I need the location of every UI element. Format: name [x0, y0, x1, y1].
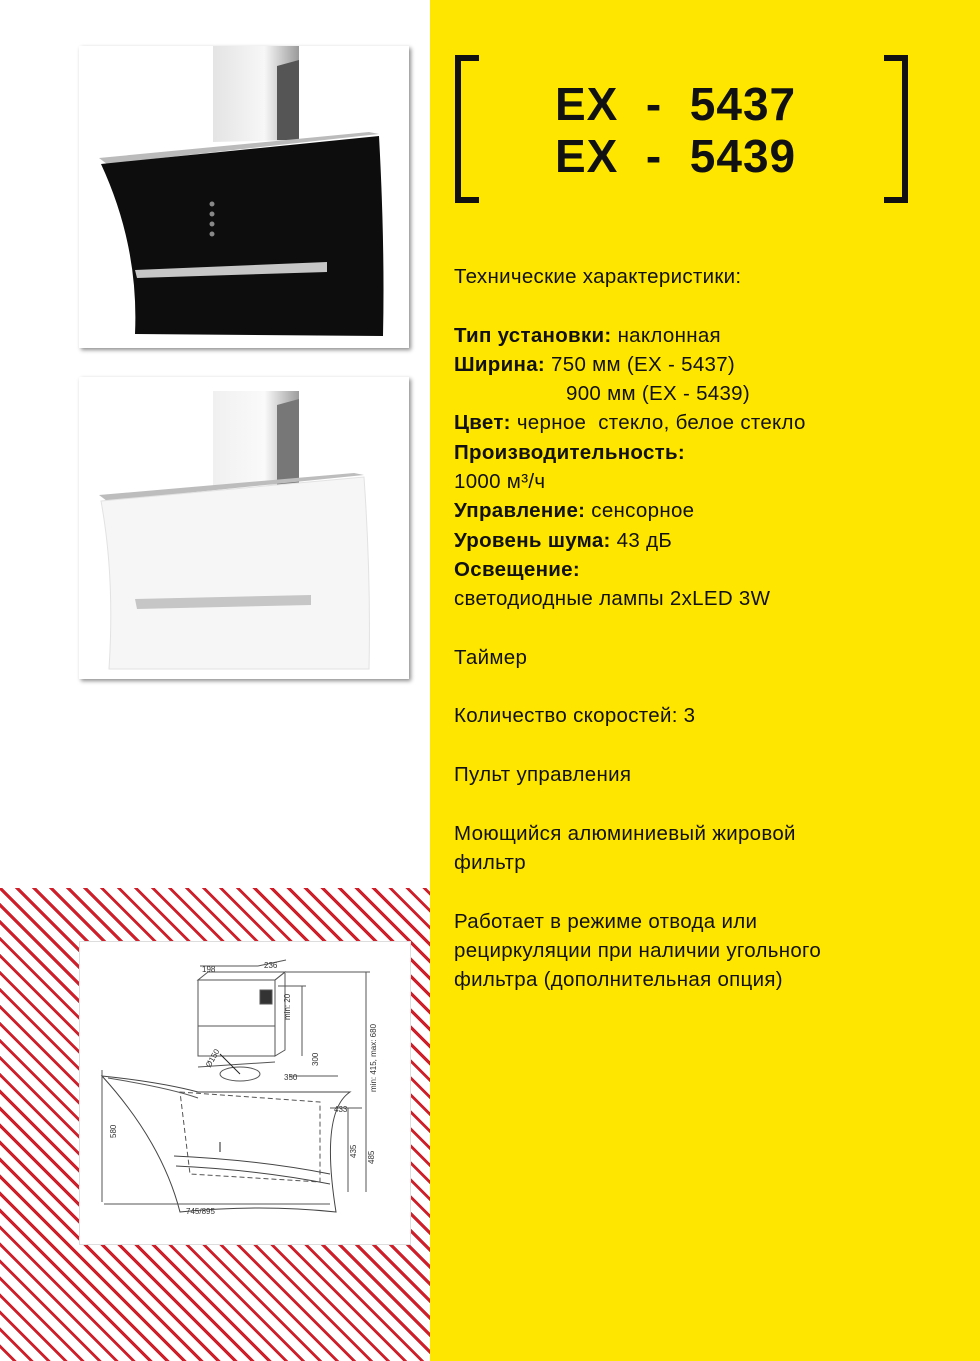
- model-title: [555, 78, 875, 182]
- white-hood-photo: [79, 377, 409, 679]
- spec-width-value-2: 900 мм (EX - 5439): [566, 382, 751, 406]
- specifications: [454, 262, 954, 994]
- spec-timer: Таймер: [454, 645, 528, 669]
- right-bracket: [884, 55, 908, 203]
- spec-control-value: сенсорное: [591, 499, 695, 523]
- spec-control: [454, 496, 954, 525]
- dim-width: 745/895: [186, 1207, 215, 1216]
- spec-width: [454, 350, 954, 379]
- spec-capacity-label: Производительность:: [454, 440, 686, 464]
- spec-mode-1: Работает в режиме отвода или: [454, 909, 758, 933]
- model-1: EX - 5437: [555, 78, 797, 130]
- dim-435: 435: [349, 1144, 358, 1158]
- spec-control-label: Управление:: [454, 499, 586, 523]
- dim-198: 198: [202, 965, 216, 974]
- black-hood-photo: [79, 46, 409, 348]
- spec-width-value-1: 750 мм (EX - 5437): [551, 352, 736, 376]
- dim-485: 485: [367, 1150, 376, 1164]
- specs-heading: Технические характеристики:: [454, 265, 742, 288]
- spec-mode-3: фильтра (дополнительная опция): [454, 968, 783, 992]
- technical-drawing: [79, 941, 411, 1245]
- spec-noise: [454, 526, 954, 555]
- dim-236: 236: [264, 961, 278, 970]
- spec-color-value: черное стекло, белое стекло: [516, 411, 806, 435]
- spec-capacity-value: 1000 м³/ч: [454, 470, 546, 494]
- dim-580: 580: [109, 1124, 118, 1138]
- dim-min20: min: 20: [283, 993, 292, 1020]
- spec-install-label: Тип установки:: [454, 323, 612, 347]
- model-2: EX - 5439: [555, 130, 797, 182]
- dim-300: 300: [311, 1052, 320, 1066]
- spec-mode-2: рециркуляции при наличии угольного: [454, 938, 822, 962]
- spec-remote: Пульт управления: [454, 763, 632, 787]
- spec-lighting-value: светодиодные лампы 2xLED 3W: [454, 587, 771, 611]
- spec-install-value: наклонная: [617, 323, 721, 347]
- spec-color: [454, 408, 954, 437]
- spec-speeds: Количество скоростей: 3: [454, 704, 696, 728]
- dim-350: 350: [284, 1073, 298, 1082]
- dim-150: Ø150: [203, 1047, 222, 1069]
- spec-noise-value: 43 дБ: [616, 528, 673, 552]
- spec-filter-2: фильтр: [454, 850, 526, 874]
- left-bracket: [455, 55, 479, 203]
- dim-minmax: min: 415, max: 680: [369, 1023, 378, 1092]
- dim-433: 433: [334, 1105, 348, 1114]
- spec-lighting-label: Освещение:: [454, 557, 580, 581]
- spec-lighting: [454, 555, 954, 584]
- spec-install: [454, 321, 954, 350]
- spec-noise-label: Уровень шума:: [454, 528, 611, 552]
- spec-width-label: Ширина:: [454, 352, 546, 376]
- spec-capacity: [454, 438, 954, 467]
- spec-filter-1: Моющийся алюминиевый жировой: [454, 821, 796, 845]
- spec-color-label: Цвет:: [454, 411, 511, 435]
